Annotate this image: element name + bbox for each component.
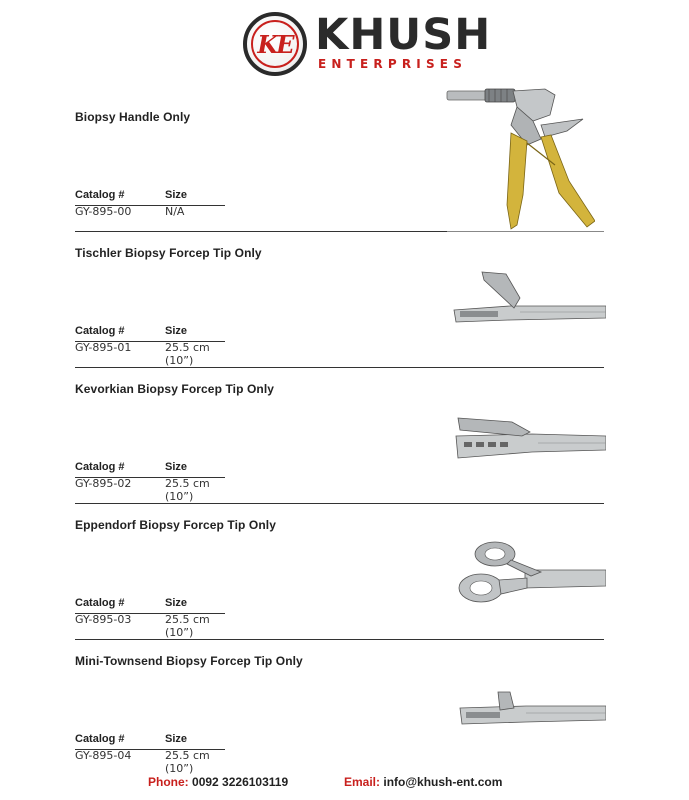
size-col-label: Size: [165, 325, 188, 337]
mini-townsend-tip-image: [456, 688, 606, 730]
eppendorf-tip-image: [455, 540, 606, 606]
catalog-header: [75, 733, 225, 750]
size-value: 25.5 cm (10”): [165, 749, 210, 775]
size-col-label: Size: [165, 189, 188, 201]
catalog-number: GY-895-04: [75, 749, 132, 762]
logo-emblem: [243, 12, 307, 76]
email-contact: [344, 775, 502, 789]
section-divider: [75, 639, 604, 640]
size-col-label: Size: [165, 461, 188, 473]
catalog-row: [75, 205, 225, 221]
section-divider: [75, 503, 604, 504]
phone-number[interactable]: 0092 3226103119: [192, 775, 289, 789]
catalog-row: [75, 749, 225, 775]
email-label: Email:: [344, 775, 381, 789]
size-value: 25.5 cm (10”): [165, 613, 210, 639]
catalog-number: GY-895-03: [75, 613, 132, 626]
section-divider: [447, 231, 604, 232]
brand-subtitle: ENTERPRISES: [318, 57, 468, 71]
phone-label: Phone:: [148, 775, 189, 789]
phone-contact: [148, 775, 288, 789]
biopsy-handle-image: [445, 85, 595, 235]
size-value: 25.5 cm (10”): [165, 341, 210, 367]
catalog-number: GY-895-01: [75, 341, 132, 354]
catalog-header: [75, 597, 225, 614]
product-title: Mini-Townsend Biopsy Forcep Tip Only: [75, 654, 303, 668]
product-title: Biopsy Handle Only: [75, 110, 191, 124]
catalog-number: GY-895-00: [75, 205, 132, 218]
section-divider: [75, 367, 604, 368]
brand-name: KHUSH: [315, 10, 492, 60]
size-value: N/A: [165, 205, 185, 218]
size-value: 25.5 cm (10”): [165, 477, 210, 503]
tischler-tip-image: [450, 268, 606, 328]
catalog-col-label: Catalog #: [75, 325, 125, 337]
email-address[interactable]: info@khush-ent.com: [383, 775, 503, 789]
logo-monogram: KE: [251, 20, 299, 68]
size-col-label: Size: [165, 733, 188, 745]
kevorkian-tip-image: [452, 414, 606, 468]
product-title: Kevorkian Biopsy Forcep Tip Only: [75, 382, 275, 396]
catalog-col-label: Catalog #: [75, 733, 125, 745]
catalog-row: [75, 341, 225, 367]
catalog-row: [75, 477, 225, 503]
catalog-col-label: Catalog #: [75, 189, 125, 201]
catalog-col-label: Catalog #: [75, 461, 125, 473]
catalog-col-label: Catalog #: [75, 597, 125, 609]
catalog-row: [75, 613, 225, 639]
size-col-label: Size: [165, 597, 188, 609]
catalog-number: GY-895-02: [75, 477, 132, 490]
catalog-header: [75, 189, 225, 206]
catalog-header: [75, 325, 225, 342]
product-title: Eppendorf Biopsy Forcep Tip Only: [75, 518, 276, 532]
catalog-header: [75, 461, 225, 478]
section-divider: [75, 231, 447, 232]
product-title: Tischler Biopsy Forcep Tip Only: [75, 246, 262, 260]
